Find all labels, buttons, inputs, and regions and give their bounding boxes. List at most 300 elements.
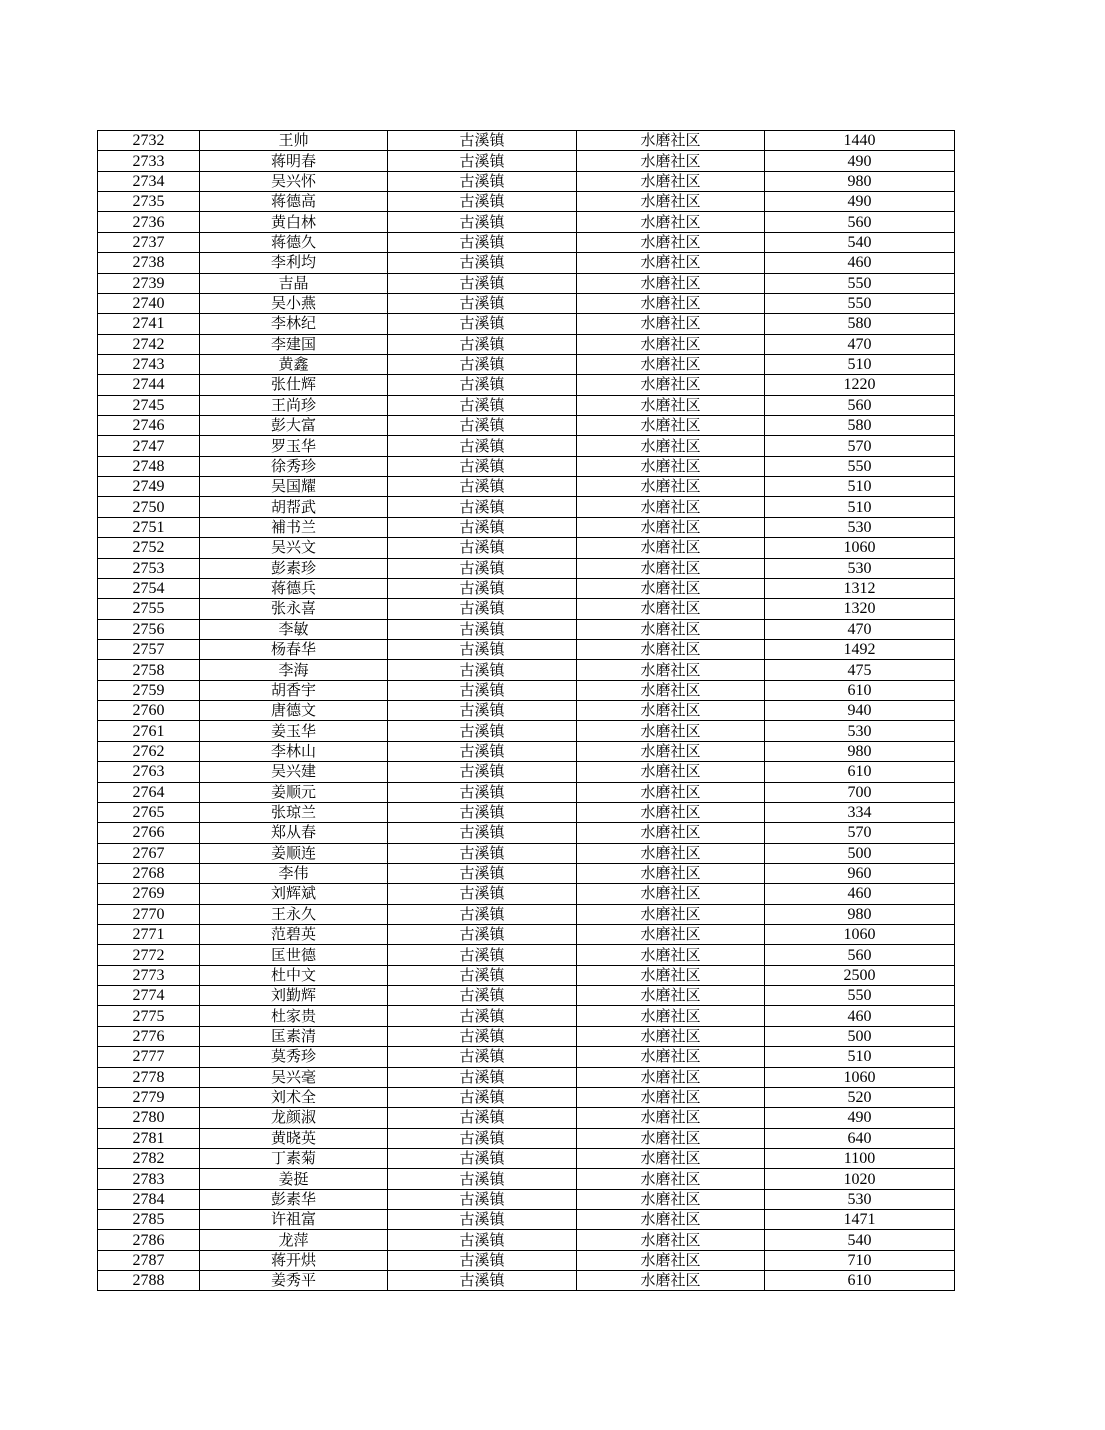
table-row — [98, 782, 955, 802]
community-cell: 水磨社区 — [577, 782, 765, 802]
row-number-cell: 2759 — [98, 680, 200, 700]
community-cell: 水磨社区 — [577, 599, 765, 619]
amount-cell: 700 — [765, 782, 955, 802]
town-cell: 古溪镇 — [388, 1250, 577, 1270]
table-row — [98, 823, 955, 843]
town-cell: 古溪镇 — [388, 1271, 577, 1291]
table-row — [98, 477, 955, 497]
row-number-cell: 2785 — [98, 1210, 200, 1230]
person-name-cell: 龙萍 — [200, 1230, 388, 1250]
amount-cell: 980 — [765, 904, 955, 924]
row-number-cell: 2770 — [98, 904, 200, 924]
person-name-cell: 吴兴怀 — [200, 171, 388, 191]
row-number-cell: 2762 — [98, 741, 200, 761]
amount-cell: 1220 — [765, 375, 955, 395]
row-number-cell: 2763 — [98, 762, 200, 782]
community-cell: 水磨社区 — [577, 232, 765, 252]
amount-cell: 540 — [765, 1230, 955, 1250]
community-cell: 水磨社区 — [577, 1148, 765, 1168]
community-cell: 水磨社区 — [577, 1189, 765, 1209]
table-row — [98, 314, 955, 334]
person-name-cell: 黄白林 — [200, 212, 388, 232]
community-cell: 水磨社区 — [577, 945, 765, 965]
town-cell: 古溪镇 — [388, 395, 577, 415]
amount-cell: 490 — [765, 192, 955, 212]
table-row — [98, 1230, 955, 1250]
row-number-cell: 2732 — [98, 131, 200, 151]
community-cell: 水磨社区 — [577, 904, 765, 924]
community-cell: 水磨社区 — [577, 273, 765, 293]
community-cell: 水磨社区 — [577, 1047, 765, 1067]
person-name-cell: 李利均 — [200, 253, 388, 273]
community-cell: 水磨社区 — [577, 823, 765, 843]
table-row — [98, 660, 955, 680]
person-name-cell: 蒋开烘 — [200, 1250, 388, 1270]
row-number-cell: 2773 — [98, 965, 200, 985]
row-number-cell: 2750 — [98, 497, 200, 517]
person-name-cell: 王帅 — [200, 131, 388, 151]
table-row — [98, 843, 955, 863]
town-cell: 古溪镇 — [388, 1169, 577, 1189]
town-cell: 古溪镇 — [388, 660, 577, 680]
row-number-cell: 2746 — [98, 416, 200, 436]
row-number-cell: 2733 — [98, 151, 200, 171]
row-number-cell: 2783 — [98, 1169, 200, 1189]
town-cell: 古溪镇 — [388, 558, 577, 578]
person-name-cell: 李海 — [200, 660, 388, 680]
town-cell: 古溪镇 — [388, 416, 577, 436]
amount-cell: 580 — [765, 314, 955, 334]
person-name-cell: 蒋明春 — [200, 151, 388, 171]
table-row — [98, 538, 955, 558]
community-cell: 水磨社区 — [577, 986, 765, 1006]
table-row — [98, 354, 955, 374]
row-number-cell: 2757 — [98, 639, 200, 659]
person-name-cell: 刘术全 — [200, 1087, 388, 1107]
table-row — [98, 192, 955, 212]
person-name-cell: 莫秀珍 — [200, 1047, 388, 1067]
amount-cell: 550 — [765, 293, 955, 313]
person-name-cell: 吴国耀 — [200, 477, 388, 497]
community-cell: 水磨社区 — [577, 1210, 765, 1230]
person-name-cell: 蒋德高 — [200, 192, 388, 212]
community-cell: 水磨社区 — [577, 558, 765, 578]
community-cell: 水磨社区 — [577, 334, 765, 354]
amount-cell: 460 — [765, 884, 955, 904]
row-number-cell: 2765 — [98, 802, 200, 822]
community-cell: 水磨社区 — [577, 1108, 765, 1128]
row-number-cell: 2742 — [98, 334, 200, 354]
town-cell: 古溪镇 — [388, 1047, 577, 1067]
row-number-cell: 2735 — [98, 192, 200, 212]
row-number-cell: 2787 — [98, 1250, 200, 1270]
community-cell: 水磨社区 — [577, 843, 765, 863]
table-row — [98, 945, 955, 965]
town-cell: 古溪镇 — [388, 578, 577, 598]
table-row — [98, 1026, 955, 1046]
town-cell: 古溪镇 — [388, 925, 577, 945]
town-cell: 古溪镇 — [388, 131, 577, 151]
table-row — [98, 741, 955, 761]
table-row — [98, 965, 955, 985]
community-cell: 水磨社区 — [577, 619, 765, 639]
table-row — [98, 1006, 955, 1026]
amount-cell: 1060 — [765, 538, 955, 558]
row-number-cell: 2774 — [98, 986, 200, 1006]
town-cell: 古溪镇 — [388, 1108, 577, 1128]
person-name-cell: 杨春华 — [200, 639, 388, 659]
community-cell: 水磨社区 — [577, 1026, 765, 1046]
table-row — [98, 680, 955, 700]
community-cell: 水磨社区 — [577, 680, 765, 700]
person-name-cell: 彭素华 — [200, 1189, 388, 1209]
town-cell: 古溪镇 — [388, 1189, 577, 1209]
amount-cell: 510 — [765, 1047, 955, 1067]
row-number-cell: 2777 — [98, 1047, 200, 1067]
person-name-cell: 姜挺 — [200, 1169, 388, 1189]
person-name-cell: 唐德文 — [200, 701, 388, 721]
table-row — [98, 1087, 955, 1107]
row-number-cell: 2749 — [98, 477, 200, 497]
town-cell: 古溪镇 — [388, 1148, 577, 1168]
row-number-cell: 2775 — [98, 1006, 200, 1026]
amount-cell: 510 — [765, 477, 955, 497]
community-cell: 水磨社区 — [577, 436, 765, 456]
amount-cell: 470 — [765, 334, 955, 354]
table-row — [98, 1047, 955, 1067]
person-name-cell: 张永喜 — [200, 599, 388, 619]
table-row — [98, 986, 955, 1006]
row-number-cell: 2764 — [98, 782, 200, 802]
row-number-cell: 2786 — [98, 1230, 200, 1250]
person-name-cell: 姜秀平 — [200, 1271, 388, 1291]
amount-cell: 510 — [765, 354, 955, 374]
town-cell: 古溪镇 — [388, 1026, 577, 1046]
amount-cell: 610 — [765, 1271, 955, 1291]
community-cell: 水磨社区 — [577, 192, 765, 212]
community-cell: 水磨社区 — [577, 802, 765, 822]
table-row — [98, 212, 955, 232]
community-cell: 水磨社区 — [577, 1271, 765, 1291]
amount-cell: 540 — [765, 232, 955, 252]
table-row — [98, 497, 955, 517]
amount-cell: 980 — [765, 171, 955, 191]
town-cell: 古溪镇 — [388, 965, 577, 985]
person-name-cell: 李林纪 — [200, 314, 388, 334]
community-cell: 水磨社区 — [577, 1230, 765, 1250]
community-cell: 水磨社区 — [577, 1067, 765, 1087]
town-cell: 古溪镇 — [388, 314, 577, 334]
person-name-cell: 刘辉斌 — [200, 884, 388, 904]
person-name-cell: 姜顺元 — [200, 782, 388, 802]
amount-cell: 475 — [765, 660, 955, 680]
row-number-cell: 2780 — [98, 1108, 200, 1128]
town-cell: 古溪镇 — [388, 477, 577, 497]
community-cell: 水磨社区 — [577, 131, 765, 151]
town-cell: 古溪镇 — [388, 171, 577, 191]
table-row — [98, 1250, 955, 1270]
row-number-cell: 2734 — [98, 171, 200, 191]
amount-cell: 490 — [765, 151, 955, 171]
table-row — [98, 619, 955, 639]
town-cell: 古溪镇 — [388, 151, 577, 171]
town-cell: 古溪镇 — [388, 884, 577, 904]
row-number-cell: 2779 — [98, 1087, 200, 1107]
amount-cell: 940 — [765, 701, 955, 721]
town-cell: 古溪镇 — [388, 1067, 577, 1087]
town-cell: 古溪镇 — [388, 619, 577, 639]
community-cell: 水磨社区 — [577, 1169, 765, 1189]
table-row — [98, 416, 955, 436]
amount-cell: 610 — [765, 680, 955, 700]
row-number-cell: 2758 — [98, 660, 200, 680]
row-number-cell: 2766 — [98, 823, 200, 843]
community-cell: 水磨社区 — [577, 212, 765, 232]
community-cell: 水磨社区 — [577, 375, 765, 395]
amount-cell: 1440 — [765, 131, 955, 151]
row-number-cell: 2753 — [98, 558, 200, 578]
town-cell: 古溪镇 — [388, 599, 577, 619]
row-number-cell: 2778 — [98, 1067, 200, 1087]
person-name-cell: 吴兴文 — [200, 538, 388, 558]
person-name-cell: 丁素菊 — [200, 1148, 388, 1168]
town-cell: 古溪镇 — [388, 436, 577, 456]
amount-cell: 530 — [765, 721, 955, 741]
community-cell: 水磨社区 — [577, 1250, 765, 1270]
community-cell: 水磨社区 — [577, 741, 765, 761]
amount-cell: 580 — [765, 416, 955, 436]
community-cell: 水磨社区 — [577, 639, 765, 659]
town-cell: 古溪镇 — [388, 904, 577, 924]
data-table — [97, 130, 955, 1291]
town-cell: 古溪镇 — [388, 456, 577, 476]
amount-cell: 1492 — [765, 639, 955, 659]
amount-cell: 2500 — [765, 965, 955, 985]
amount-cell: 560 — [765, 945, 955, 965]
table-row — [98, 232, 955, 252]
person-name-cell: 徐秀珍 — [200, 456, 388, 476]
person-name-cell: 李建国 — [200, 334, 388, 354]
person-name-cell: 许祖富 — [200, 1210, 388, 1230]
amount-cell: 980 — [765, 741, 955, 761]
amount-cell: 570 — [765, 436, 955, 456]
amount-cell: 610 — [765, 762, 955, 782]
table-row — [98, 253, 955, 273]
town-cell: 古溪镇 — [388, 538, 577, 558]
amount-cell: 560 — [765, 395, 955, 415]
community-cell: 水磨社区 — [577, 660, 765, 680]
row-number-cell: 2788 — [98, 1271, 200, 1291]
table-row — [98, 517, 955, 537]
row-number-cell: 2756 — [98, 619, 200, 639]
table-row — [98, 639, 955, 659]
row-number-cell: 2772 — [98, 945, 200, 965]
community-cell: 水磨社区 — [577, 884, 765, 904]
row-number-cell: 2769 — [98, 884, 200, 904]
amount-cell: 530 — [765, 558, 955, 578]
table-row — [98, 721, 955, 741]
person-name-cell: 张仕辉 — [200, 375, 388, 395]
amount-cell: 1060 — [765, 1067, 955, 1087]
person-name-cell: 罗玉华 — [200, 436, 388, 456]
person-name-cell: 吴兴建 — [200, 762, 388, 782]
town-cell: 古溪镇 — [388, 823, 577, 843]
town-cell: 古溪镇 — [388, 721, 577, 741]
person-name-cell: 蒋德久 — [200, 232, 388, 252]
town-cell: 古溪镇 — [388, 1230, 577, 1250]
person-name-cell: 黄晓英 — [200, 1128, 388, 1148]
table-row — [98, 884, 955, 904]
table-row — [98, 863, 955, 883]
table-row — [98, 802, 955, 822]
table-row — [98, 701, 955, 721]
amount-cell: 490 — [765, 1108, 955, 1128]
row-number-cell: 2784 — [98, 1189, 200, 1209]
table-row — [98, 171, 955, 191]
person-name-cell: 李伟 — [200, 863, 388, 883]
community-cell: 水磨社区 — [577, 517, 765, 537]
amount-cell: 1060 — [765, 925, 955, 945]
person-name-cell: 刘勤辉 — [200, 986, 388, 1006]
town-cell: 古溪镇 — [388, 843, 577, 863]
amount-cell: 960 — [765, 863, 955, 883]
town-cell: 古溪镇 — [388, 1128, 577, 1148]
person-name-cell: 龙颜淑 — [200, 1108, 388, 1128]
town-cell: 古溪镇 — [388, 253, 577, 273]
amount-cell: 1312 — [765, 578, 955, 598]
person-name-cell: 匡世德 — [200, 945, 388, 965]
person-name-cell: 彭素珍 — [200, 558, 388, 578]
community-cell: 水磨社区 — [577, 863, 765, 883]
town-cell: 古溪镇 — [388, 334, 577, 354]
town-cell: 古溪镇 — [388, 192, 577, 212]
town-cell: 古溪镇 — [388, 986, 577, 1006]
person-name-cell: 王永久 — [200, 904, 388, 924]
table-row — [98, 599, 955, 619]
amount-cell: 510 — [765, 497, 955, 517]
amount-cell: 1471 — [765, 1210, 955, 1230]
town-cell: 古溪镇 — [388, 232, 577, 252]
amount-cell: 530 — [765, 517, 955, 537]
row-number-cell: 2747 — [98, 436, 200, 456]
community-cell: 水磨社区 — [577, 578, 765, 598]
community-cell: 水磨社区 — [577, 151, 765, 171]
table-row — [98, 151, 955, 171]
community-cell: 水磨社区 — [577, 171, 765, 191]
row-number-cell: 2751 — [98, 517, 200, 537]
amount-cell: 550 — [765, 986, 955, 1006]
town-cell: 古溪镇 — [388, 762, 577, 782]
amount-cell: 1320 — [765, 599, 955, 619]
row-number-cell: 2745 — [98, 395, 200, 415]
amount-cell: 560 — [765, 212, 955, 232]
town-cell: 古溪镇 — [388, 273, 577, 293]
row-number-cell: 2738 — [98, 253, 200, 273]
table-row — [98, 273, 955, 293]
town-cell: 古溪镇 — [388, 639, 577, 659]
town-cell: 古溪镇 — [388, 1006, 577, 1026]
row-number-cell: 2781 — [98, 1128, 200, 1148]
row-number-cell: 2736 — [98, 212, 200, 232]
row-number-cell: 2761 — [98, 721, 200, 741]
person-name-cell: 姜顺连 — [200, 843, 388, 863]
table-row — [98, 1108, 955, 1128]
town-cell: 古溪镇 — [388, 701, 577, 721]
person-name-cell: 吉晶 — [200, 273, 388, 293]
table-row — [98, 1169, 955, 1189]
row-number-cell: 2767 — [98, 843, 200, 863]
person-name-cell: 张琼兰 — [200, 802, 388, 822]
community-cell: 水磨社区 — [577, 1087, 765, 1107]
person-name-cell: 吴兴毫 — [200, 1067, 388, 1087]
community-cell: 水磨社区 — [577, 1006, 765, 1026]
amount-cell: 1100 — [765, 1148, 955, 1168]
row-number-cell: 2748 — [98, 456, 200, 476]
amount-cell: 530 — [765, 1189, 955, 1209]
person-name-cell: 李林山 — [200, 741, 388, 761]
amount-cell: 470 — [765, 619, 955, 639]
row-number-cell: 2782 — [98, 1148, 200, 1168]
town-cell: 古溪镇 — [388, 782, 577, 802]
town-cell: 古溪镇 — [388, 1087, 577, 1107]
amount-cell: 570 — [765, 823, 955, 843]
row-number-cell: 2741 — [98, 314, 200, 334]
person-name-cell: 匡素清 — [200, 1026, 388, 1046]
table-row — [98, 1210, 955, 1230]
table-row — [98, 456, 955, 476]
town-cell: 古溪镇 — [388, 863, 577, 883]
row-number-cell: 2752 — [98, 538, 200, 558]
amount-cell: 710 — [765, 1250, 955, 1270]
amount-cell: 460 — [765, 1006, 955, 1026]
table-row — [98, 762, 955, 782]
person-name-cell: 杜中文 — [200, 965, 388, 985]
amount-cell: 550 — [765, 273, 955, 293]
person-name-cell: 王尚珍 — [200, 395, 388, 415]
town-cell: 古溪镇 — [388, 293, 577, 313]
person-name-cell: 李敏 — [200, 619, 388, 639]
table-body — [98, 131, 955, 1291]
community-cell: 水磨社区 — [577, 721, 765, 741]
community-cell: 水磨社区 — [577, 925, 765, 945]
person-name-cell: 杜家贵 — [200, 1006, 388, 1026]
person-name-cell: 胡香宇 — [200, 680, 388, 700]
person-name-cell: 姜玉华 — [200, 721, 388, 741]
table-row — [98, 1128, 955, 1148]
town-cell: 古溪镇 — [388, 375, 577, 395]
community-cell: 水磨社区 — [577, 477, 765, 497]
community-cell: 水磨社区 — [577, 314, 765, 334]
table-row — [98, 436, 955, 456]
table-row — [98, 395, 955, 415]
amount-cell: 334 — [765, 802, 955, 822]
person-name-cell: 范碧英 — [200, 925, 388, 945]
town-cell: 古溪镇 — [388, 802, 577, 822]
table-row — [98, 1148, 955, 1168]
row-number-cell: 2771 — [98, 925, 200, 945]
community-cell: 水磨社区 — [577, 354, 765, 374]
table-row — [98, 131, 955, 151]
amount-cell: 460 — [765, 253, 955, 273]
table-row — [98, 375, 955, 395]
town-cell: 古溪镇 — [388, 1210, 577, 1230]
person-name-cell: 吴小燕 — [200, 293, 388, 313]
table-row — [98, 904, 955, 924]
town-cell: 古溪镇 — [388, 517, 577, 537]
row-number-cell: 2744 — [98, 375, 200, 395]
table-row — [98, 558, 955, 578]
amount-cell: 550 — [765, 456, 955, 476]
